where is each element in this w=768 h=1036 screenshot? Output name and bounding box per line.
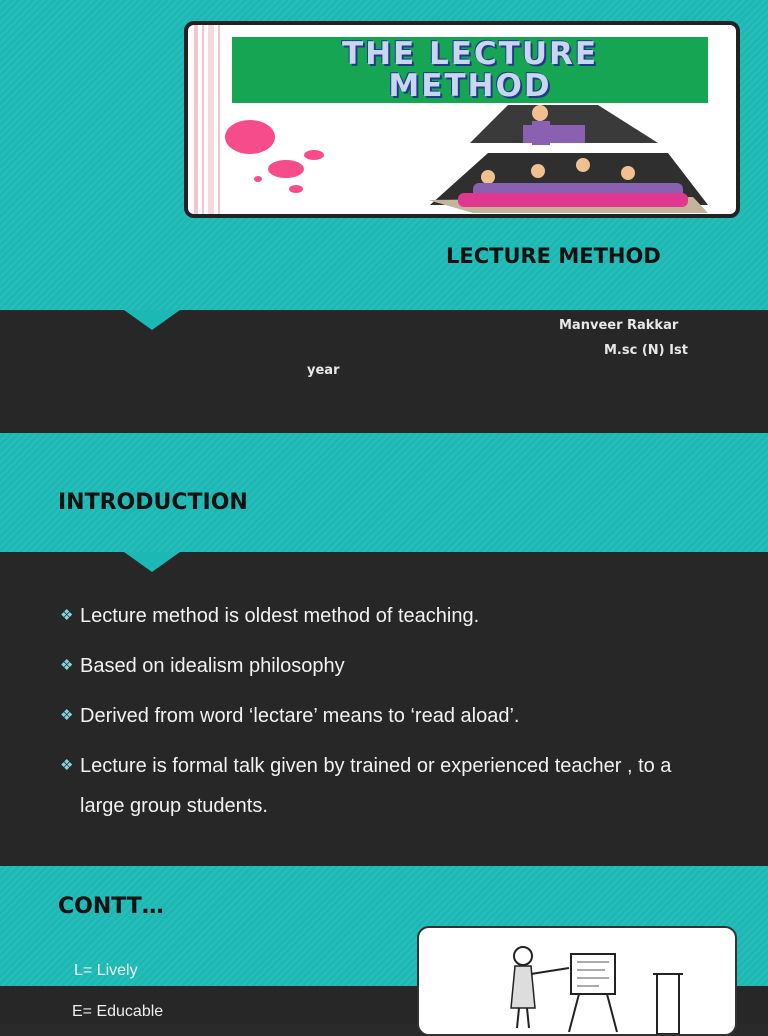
title-image — [184, 21, 740, 218]
year-text: year — [307, 363, 340, 378]
acronym-item-e: E= Educable — [72, 1003, 164, 1020]
slide1-notch — [124, 310, 180, 330]
title-banner — [232, 37, 708, 103]
slide2-notch — [124, 552, 180, 572]
bullet-item — [60, 746, 720, 826]
bullet-item — [60, 646, 720, 686]
bullet-text: Based on idealism philosophy — [80, 655, 345, 677]
diamond-bullet-icon: ❖ — [60, 707, 74, 724]
author-name: Manveer Rakkar — [559, 318, 679, 333]
diamond-bullet-icon: ❖ — [60, 657, 74, 674]
slide2-heading: INTRODUCTION — [58, 490, 248, 515]
banner-line2: METHOD — [388, 68, 552, 104]
lecture-cartoon-image — [417, 926, 737, 1036]
intro-bullet-list — [60, 596, 720, 836]
diamond-bullet-icon: ❖ — [60, 607, 74, 624]
bullet-item — [60, 596, 720, 636]
slide3-heading: CONTT… — [58, 894, 164, 919]
slide1-subtitle: LECTURE METHOD — [446, 244, 661, 268]
diamond-bullet-icon: ❖ — [60, 757, 74, 774]
bullet-text: Lecture is formal talk given by trained or experienced teacher , to a large group students. — [80, 755, 672, 817]
bullet-text: Derived from word ‘lectare’ means to ‘read aload’. — [80, 705, 520, 727]
acronym-item-l: L= Lively — [74, 962, 138, 979]
bullet-text: Lecture method is oldest method of teaching. — [80, 605, 480, 627]
banner-line1: THE LECTURE — [341, 36, 599, 72]
degree-text: M.sc (N) Ist — [604, 343, 688, 358]
teacher-board-illustration — [419, 928, 735, 1034]
bullet-item — [60, 696, 720, 736]
